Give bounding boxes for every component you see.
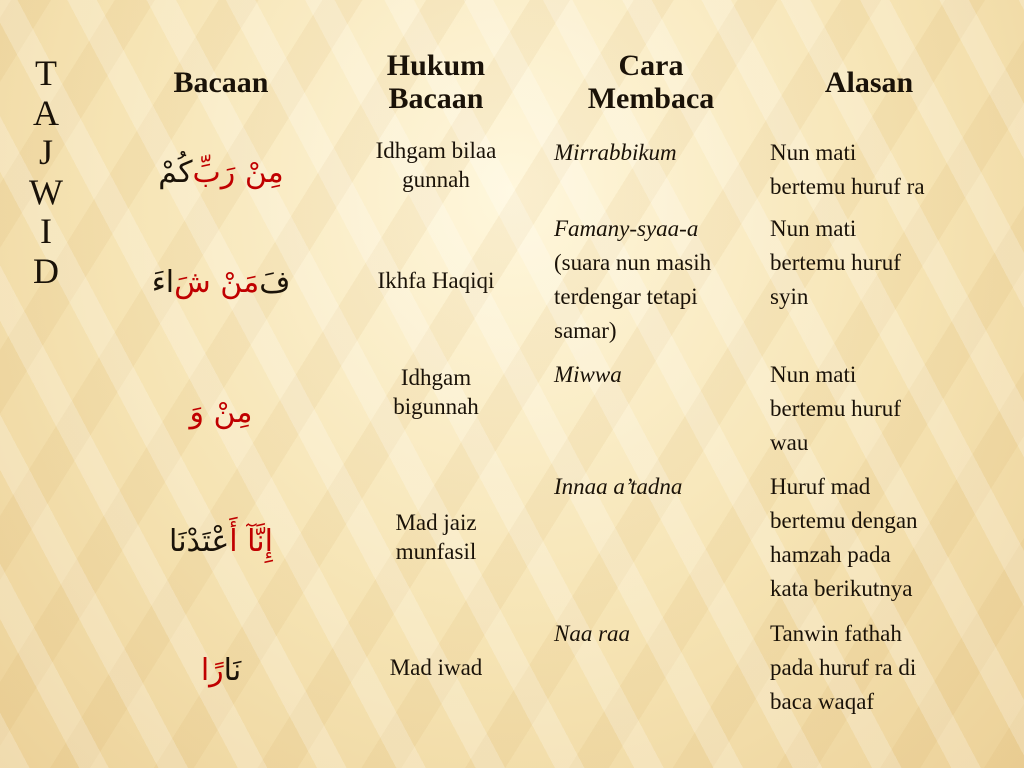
alasan-cell: Nun mati bertemu huruf ra (770, 140, 925, 199)
title-letter: I (40, 211, 52, 251)
title-letter: J (38, 132, 53, 172)
header-cara-membaca: Cara Membaca (587, 49, 715, 115)
arabic-text: إِنَّآ أَ عْتَدْنَا (169, 523, 273, 559)
arabic-text: مِنْ وَ (189, 394, 253, 430)
arabic-text: نَا رًا (200, 652, 242, 688)
vertical-title-tajwid (18, 54, 74, 291)
header-hukum-bacaan: Hukum Bacaan (386, 49, 486, 115)
alasan-cell: Nun mati bertemu huruf syin (770, 216, 901, 309)
hukum-cell: Mad jaiz munfasil (395, 510, 477, 564)
hukum-cell: Mad iwad (389, 655, 483, 680)
arabic-text: فَ مَنْ شَ اءَ (151, 264, 291, 300)
alasan-cell: Huruf mad bertemu dengan hamzah pada kata berikutnya (770, 474, 918, 601)
table-row (116, 617, 1024, 723)
header-alasan: Alasan (824, 65, 914, 99)
title-letter: D (33, 250, 59, 291)
cara-cell: Miwwa (554, 362, 622, 387)
arabic-text: مِنْ رَبِّ كُمْ (158, 154, 284, 190)
cara-cell: Innaa a’tadna (554, 474, 683, 499)
table-row (116, 212, 1024, 352)
cara-cell: Mirrabbikum (554, 140, 677, 165)
title-letter: T (35, 53, 57, 93)
cara-cell: Famany-syaa-a (suara nun masih terdengar tetapi samar) (554, 216, 712, 343)
alasan-cell: Tanwin fathah pada huruf ra di baca waqaf (770, 621, 917, 714)
cara-cell: Naa raa (554, 621, 631, 646)
table-row (116, 136, 1024, 208)
table-row (116, 358, 1024, 466)
hukum-cell: Ikhfa Haqiqi (377, 268, 495, 293)
header-bacaan: Bacaan (173, 65, 269, 99)
alasan-cell: Nun mati bertemu huruf wau (770, 362, 901, 455)
tajwid-table (116, 0, 1024, 768)
hukum-cell: Idhgam bigunnah (393, 365, 479, 419)
hukum-cell: Idhgam bilaa gunnah (375, 138, 497, 192)
title-letter: A (33, 92, 59, 133)
title-letter: W (29, 171, 63, 212)
table-row (116, 470, 1024, 612)
